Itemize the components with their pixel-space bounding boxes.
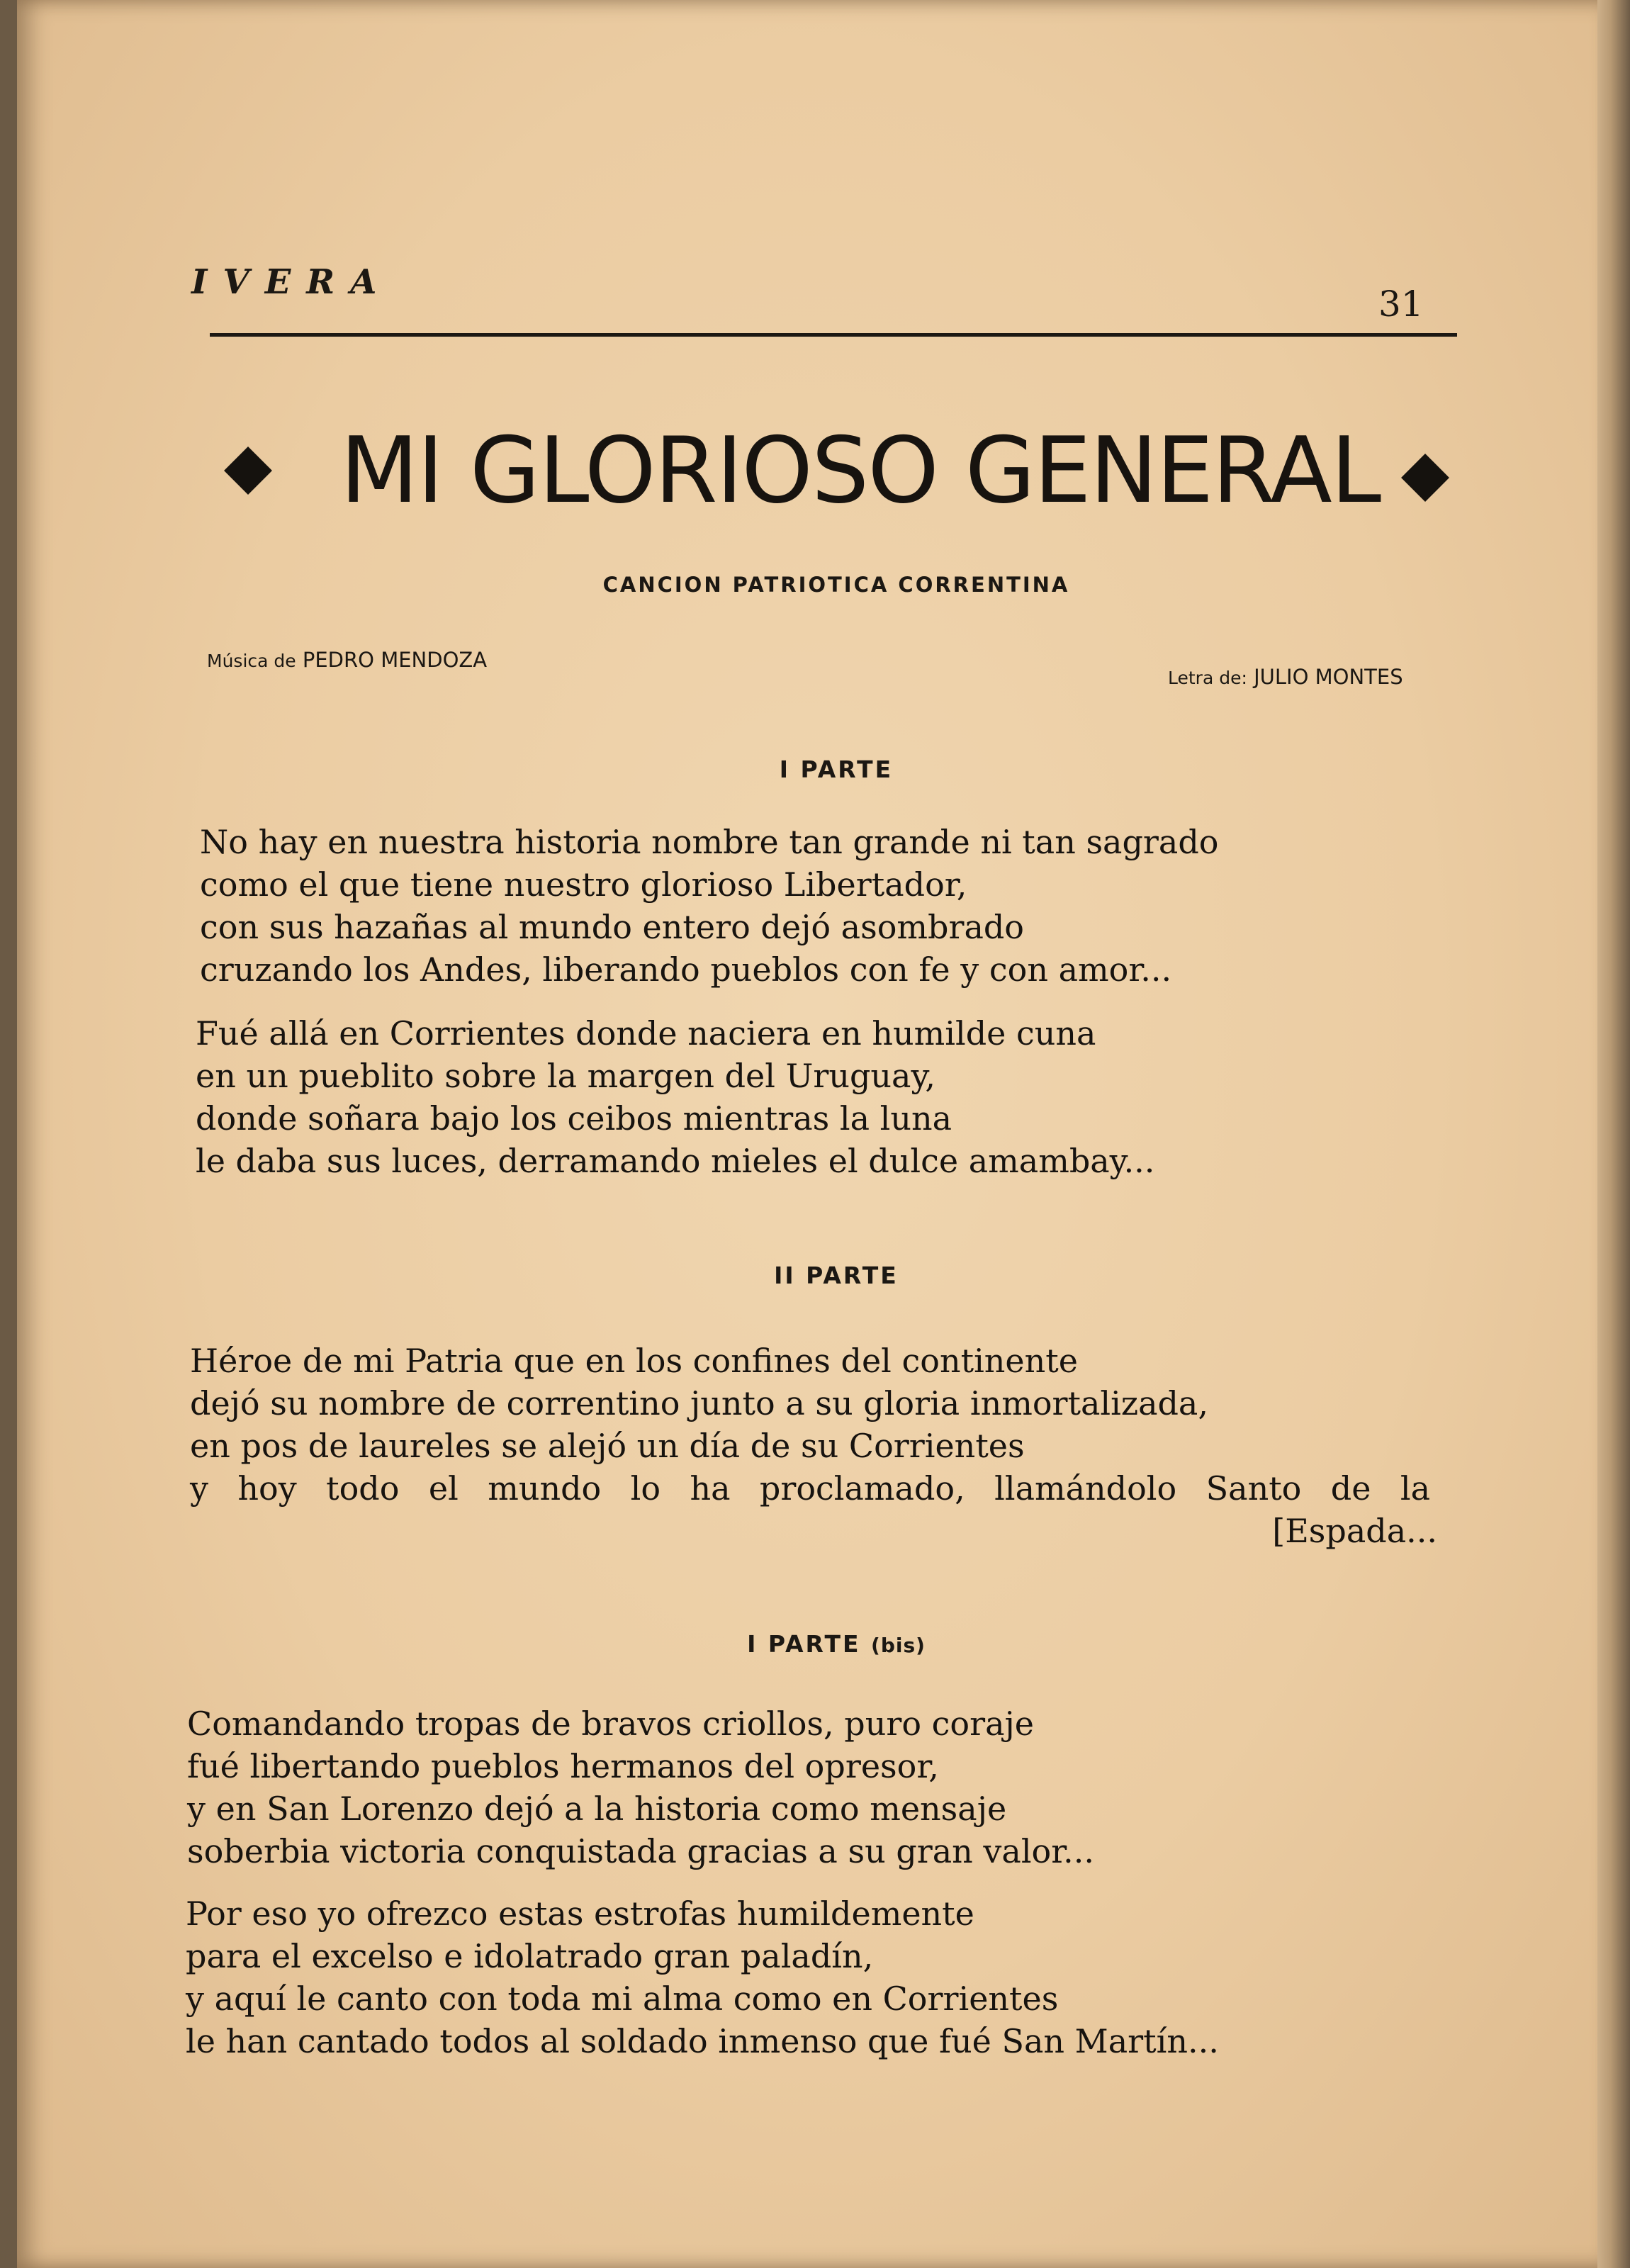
section-heading: I PARTE [779,756,894,783]
song-subtitle: CANCION PATRIOTICA CORRENTINA [602,573,1070,597]
verse-line-continuation: [Espada... [1272,1512,1437,1550]
verse-line: como el que tiene nuestro glorioso Libertador, [200,865,967,904]
stanza [196,1012,1154,1182]
verse-line: en un pueblito sobre la margen del Uruguay, [196,1057,935,1095]
verse-line: le han cantado todos al soldado inmenso que fué San Martín... [186,2022,1219,2060]
section-heading-suffix: (bis) [871,1634,926,1657]
verse-line: soberbia victoria conquistada gracias a su gran valor... [187,1832,1095,1870]
lyrics-credit [1168,665,1403,689]
section-heading-text: I PARTE [747,1630,861,1658]
music-credit [207,648,487,672]
stanza [200,821,1218,991]
verse-line: Héroe de mi Patria que en los confines del continente [190,1342,1078,1380]
page-stack-edge [1597,0,1630,2268]
verse-line: y en San Lorenzo dejó a la historia como mensaje [187,1790,1007,1828]
verse-line: No hay en nuestra historia nombre tan grande ni tan sagrado [200,823,1219,861]
lyrics-credit-author: JULIO MONTES [1254,665,1403,689]
section-heading [213,1630,1460,1658]
lyrics-credit-label: Letra de: [1168,668,1247,688]
verse-line: en pos de laureles se alejó un día de su Corrientes [190,1427,1025,1465]
verse-line: le daba sus luces, derramando mieles el dulce amambay... [196,1142,1155,1180]
verse-line: Comandando tropas de bravos criollos, puro coraje [187,1705,1035,1743]
verse-line: fué libertando pueblos hermanos del opresor, [187,1747,939,1785]
stanza [190,1340,1437,1552]
verse-line: y aquí le canto con toda mi alma como en Corrientes [186,1980,1059,2018]
verse-line: para el excelso e idolatrado gran paladín, [186,1937,874,1975]
page-number: 31 [1378,284,1424,325]
stanza [186,1892,1219,2062]
magazine-name: IVERA [191,262,393,302]
verse-line: cruzando los Andes, liberando pueblos con fe y con amor... [200,950,1172,989]
verse-line: Por eso yo ofrezco estas estrofas humildemente [186,1894,974,1933]
book-spine-edge [0,0,17,2268]
song-title: MI GLORIOSO GENERAL [340,418,1380,524]
stanza [187,1702,1094,1873]
verse-line: con sus hazañas al mundo entero dejó asombrado [200,908,1025,946]
verse-line: dejó su nombre de correntino junto a su gloria inmortalizada, [190,1384,1208,1422]
music-credit-label: Música de [207,651,296,671]
section-heading: II PARTE [774,1262,899,1289]
header-rule [210,333,1457,337]
verse-line: donde soñara bajo los ceibos mientras la luna [196,1099,952,1138]
music-credit-author: PEDRO MENDOZA [302,648,488,672]
verse-line: Fué allá en Corrientes donde naciera en humilde cuna [196,1014,1096,1052]
verse-line: y hoy todo el mundo lo ha proclamado, llamándolo Santo de la [190,1469,1430,1508]
